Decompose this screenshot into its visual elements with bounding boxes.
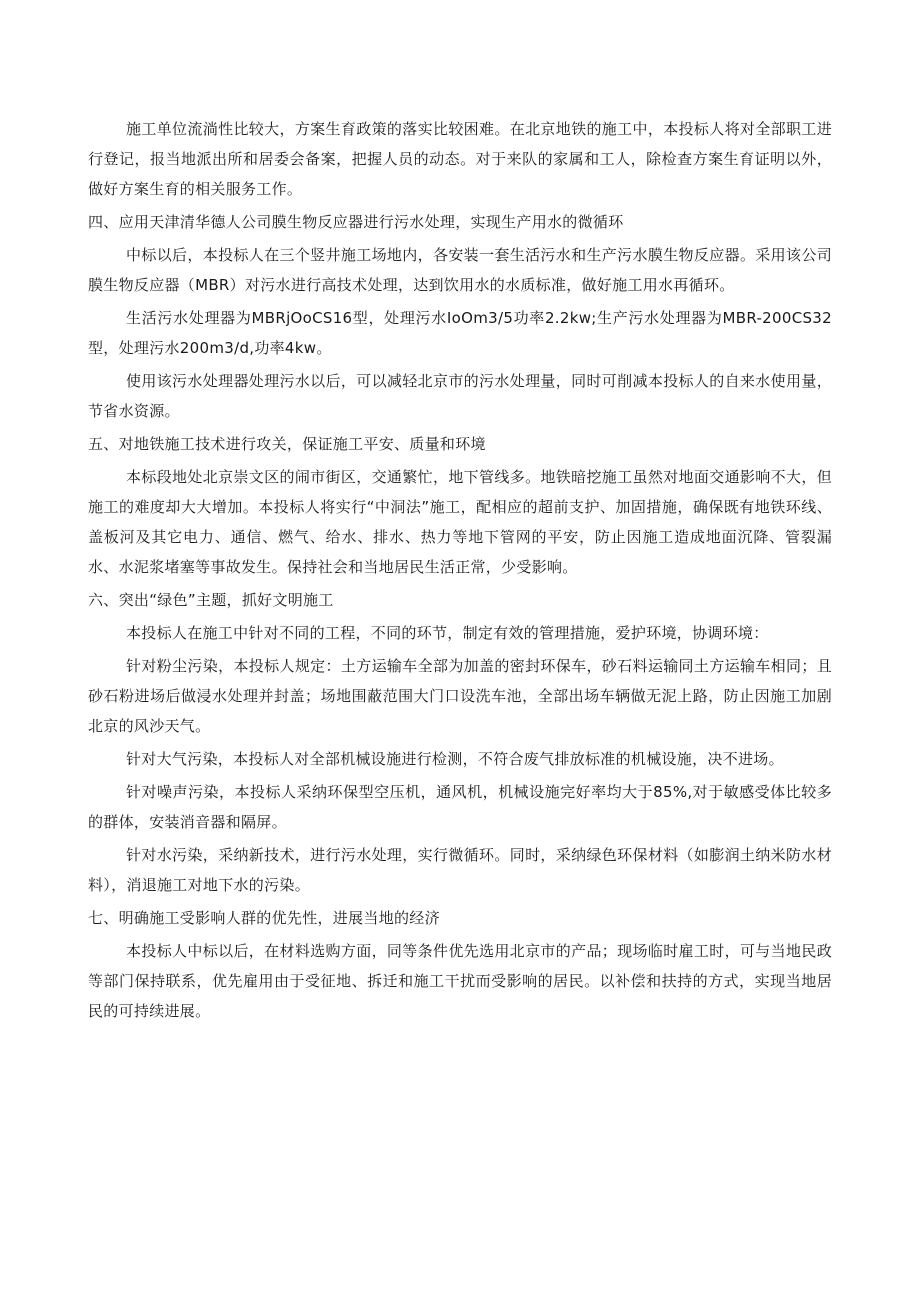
paragraph-management-measures: 本投标人在施工中针对不同的工程，不同的环节，制定有效的管理措施，爱护环境，协调环境： [126,624,769,642]
section-heading-4: 四、应用天津清华德人公司膜生物反应器进行污水处理，实现生产用水的微循环 [88,213,624,231]
paragraph-water-saving: 使用该污水处理器处理污水以后，可以减轻北京市的污水处理量，同时可削减本投标人的自来水使用量，节省水资源。 [88,372,832,420]
section-heading-6: 六、突出“绿色”主题，抓好文明施工 [88,591,334,609]
paragraph-construction-method: 本标段地处北京崇文区的闹市街区，交通繁忙，地下管线多。地铁暗挖施工虽然对地面交通影响不大，但施工的难度却大大增加。本投标人将实行“中洞法”施工，配相应的超前支护、加固措施，确保既有地铁环线、盖板河及其它电力、通信、燃气、给水、排水、热力等地下管网的平安，防止因施工造成地面沉降、管裂漏水、水泥浆堵塞等事故发生。保持社会和当地居民生活正常，少受影响。 [88,468,832,576]
document-body [88,114,832,1029]
paragraph-water-pollution: 针对水污染，采纳新技术，进行污水处理，实行微循环。同时，采纳绿色环保材料（如膨润土纳米防水材料），消退施工对地下水的污染。 [88,846,832,894]
paragraph-family-planning: 施工单位流淌性比较大，方案生育政策的落实比较困难。在北京地铁的施工中，本投标人将对全部职工进行登记，报当地派出所和居委会备案，把握人员的动态。对于来队的家属和工人，除检查方案生育证明以外，做好方案生育的相关服务工作。 [88,120,832,198]
section-heading-5: 五、对地铁施工技术进行攻关，保证施工平安、质量和环境 [88,435,486,453]
paragraph-air-pollution: 针对大气污染，本投标人对全部机械设施进行检测，不符合废气排放标准的机械设施，决不进场。 [126,750,784,768]
paragraph-local-economy: 本投标人中标以后，在材料选购方面，同等条件优先选用北京市的产品；现场临时雇工时，可与当地民政等部门保持联系，优先雇用由于受征地、拆迁和施工干扰而受影响的居民。以补偿和扶持的方式，实现当地居民的可持续进展。 [88,942,832,1020]
paragraph-mbr-install: 中标以后，本投标人在三个竖井施工场地内，各安装一套生活污水和生产污水膜生物反应器。采用该公司膜生物反应器（MBR）对污水进行高技术处理，达到饮用水的水质标准，做好施工用水再循环。 [88,246,832,294]
paragraph-dust-pollution: 针对粉尘污染，本投标人规定：土方运输车全部为加盖的密封环保车，砂石料运输同土方运输车相同；且砂石粉进场后做浸水处理并封盖；场地围蔽范围大门口设洗车池，全部出场车辆做无泥上路，防止因施工加剧北京的风沙天气。 [88,657,832,735]
paragraph-noise-pollution: 针对噪声污染，本投标人采纳环保型空压机，通风机，机械设施完好率均大于85%,对于敏感受体比较多的群体，安装消音器和隔屏。 [88,783,832,831]
section-heading-7: 七、明确施工受影响人群的优先性，进展当地的经济 [88,909,440,927]
paragraph-mbr-specs: 生活污水处理器为MBRjOoCS16型，处理污水IoOm3/5功率2.2kw;生产污水处理器为MBR-200CS32型，处理污水200m3∕d,功率4kw。 [88,309,832,357]
